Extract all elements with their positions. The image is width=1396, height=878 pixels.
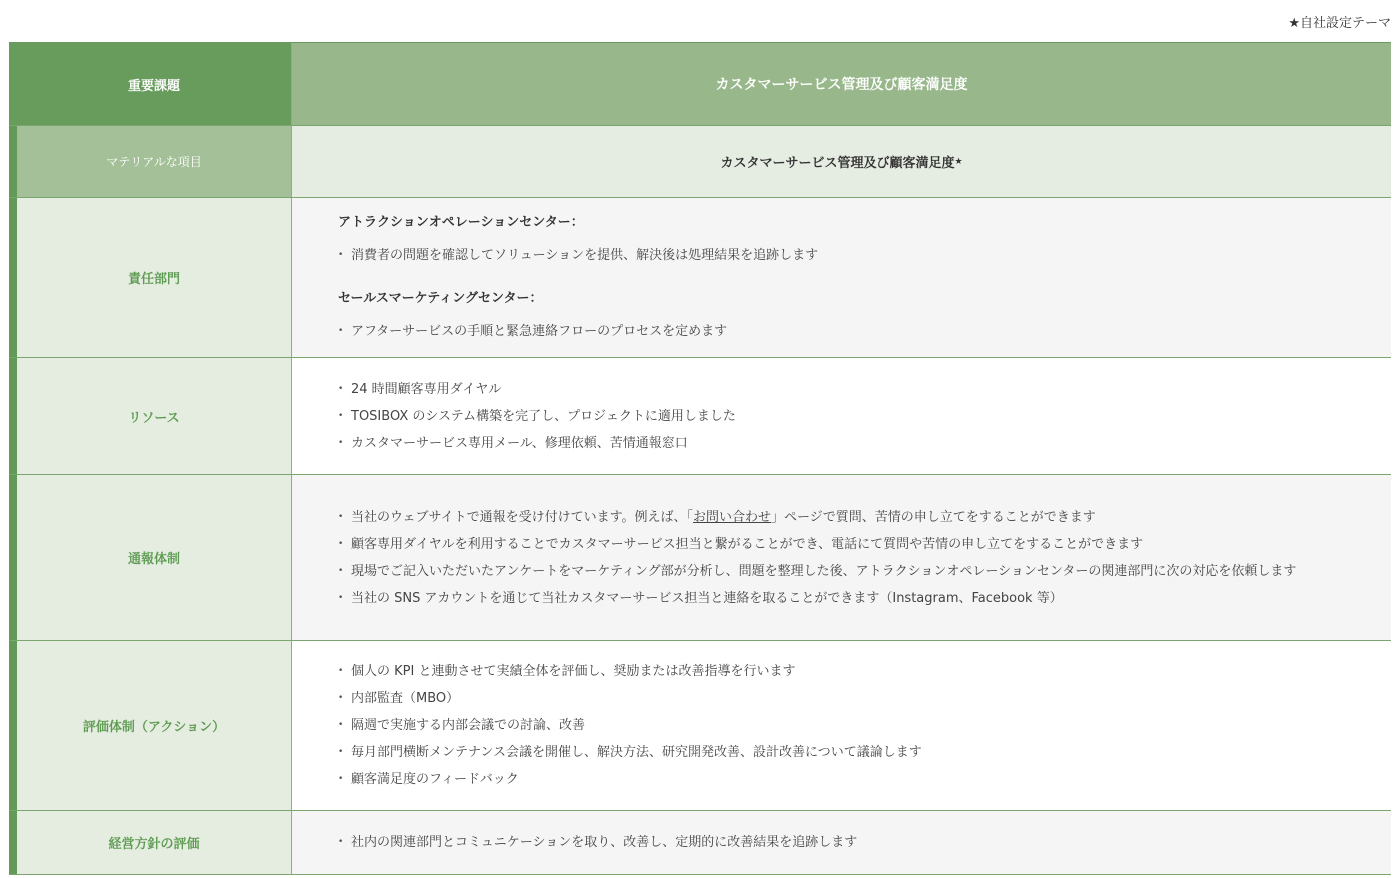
resources-label: リソース	[9, 358, 292, 474]
policy-eval-label: 経営方針の評価	[9, 811, 292, 874]
reporting-item-text-post: 」ページで質問、苦情の申し立てをすることができます	[771, 509, 1096, 525]
contact-us-link[interactable]: お問い合わせ	[693, 509, 772, 525]
resources-content	[292, 358, 1391, 474]
policy-eval-content	[292, 811, 1391, 874]
list-item: • 当社の SNS アカウントを通じて当社カスタマーサービス担当と連絡を取ることができます（Instagram、Facebook 等）	[338, 585, 1371, 612]
resources-row	[9, 358, 1391, 475]
reporting-list	[338, 504, 1371, 612]
reporting-item-text-pre: 当社のウェブサイトで通報を受け付けています。例えば、「	[351, 509, 694, 525]
list-item: • 顧客専用ダイヤルを利用することでカスタマーサービス担当と繋がることができ、電話にて質問や苦情の申し立てをすることができます	[338, 531, 1371, 558]
policy-eval-row	[9, 811, 1391, 875]
table-header-row	[9, 43, 1391, 126]
evaluation-list	[338, 658, 1371, 793]
sales-center-title: セールスマーケティングセンター：	[338, 290, 543, 306]
list-item: • 消費者の問題を確認してソリューションを提供、解決後は処理結果を追跡します	[338, 242, 1371, 269]
list-item: • 隔週で実施する内部会議での討論、改善	[338, 712, 1371, 739]
materiality-table	[9, 42, 1391, 875]
list-item: • 現場でご記入いただいたアンケートをマーケティング部が分析し、問題を整理した後、アトラクションオペレーションセンターの関連部門に次の対応を依頼します	[338, 558, 1371, 585]
header-topic: カスタマーサービス管理及び顧客満足度	[292, 43, 1391, 125]
evaluation-row	[9, 641, 1391, 811]
list-item	[338, 504, 1371, 531]
list-item: • カスタマーサービス専用メール、修理依頼、苦情通報窓口	[338, 430, 1371, 457]
reporting-row	[9, 475, 1391, 641]
material-item-text: カスタマーサービス管理及び顧客満足度	[720, 156, 955, 171]
resources-list	[338, 376, 1371, 457]
responsible-dept-content	[292, 198, 1391, 357]
list-item: • 内部監査（MBO）	[338, 685, 1371, 712]
material-item-label: マテリアルな項目	[9, 126, 292, 197]
self-set-mark: ★	[954, 156, 963, 167]
attraction-center-title: アトラクションオペレーションセンター：	[338, 214, 584, 230]
evaluation-label: 評価体制（アクション）	[9, 641, 292, 810]
list-item: • 個人の KPI と連動させて実績全体を評価し、奨励または改善指導を行います	[338, 658, 1371, 685]
reporting-content	[292, 475, 1391, 640]
list-item: • 毎月部門横断メンテナンス会議を開催し、解決方法、研究開発改善、設計改善について議論します	[338, 739, 1371, 766]
list-item: • 社内の関連部門とコミュニケーションを取り、改善し、定期的に改善結果を追跡します	[338, 829, 1371, 856]
responsible-dept-label: 責任部門	[9, 198, 292, 357]
header-label: 重要課題	[9, 43, 292, 125]
list-item: • 24 時間顧客専用ダイヤル	[338, 376, 1371, 403]
reporting-label: 通報体制	[9, 475, 292, 640]
self-set-theme-note: ★自社設定テーマ	[1288, 16, 1391, 31]
list-item: • 顧客満足度のフィードバック	[338, 766, 1371, 793]
sales-center-list	[338, 318, 1371, 345]
evaluation-content	[292, 641, 1391, 810]
policy-eval-list	[338, 829, 1371, 856]
attraction-center-list	[338, 242, 1371, 269]
material-item-row	[9, 126, 1391, 198]
material-item-value	[292, 126, 1391, 197]
list-item: • アフターサービスの手順と緊急連絡フローのプロセスを定めます	[338, 318, 1371, 345]
list-item: • TOSIBOX のシステム構築を完了し、プロジェクトに適用しました	[338, 403, 1371, 430]
responsible-dept-row	[9, 198, 1391, 358]
